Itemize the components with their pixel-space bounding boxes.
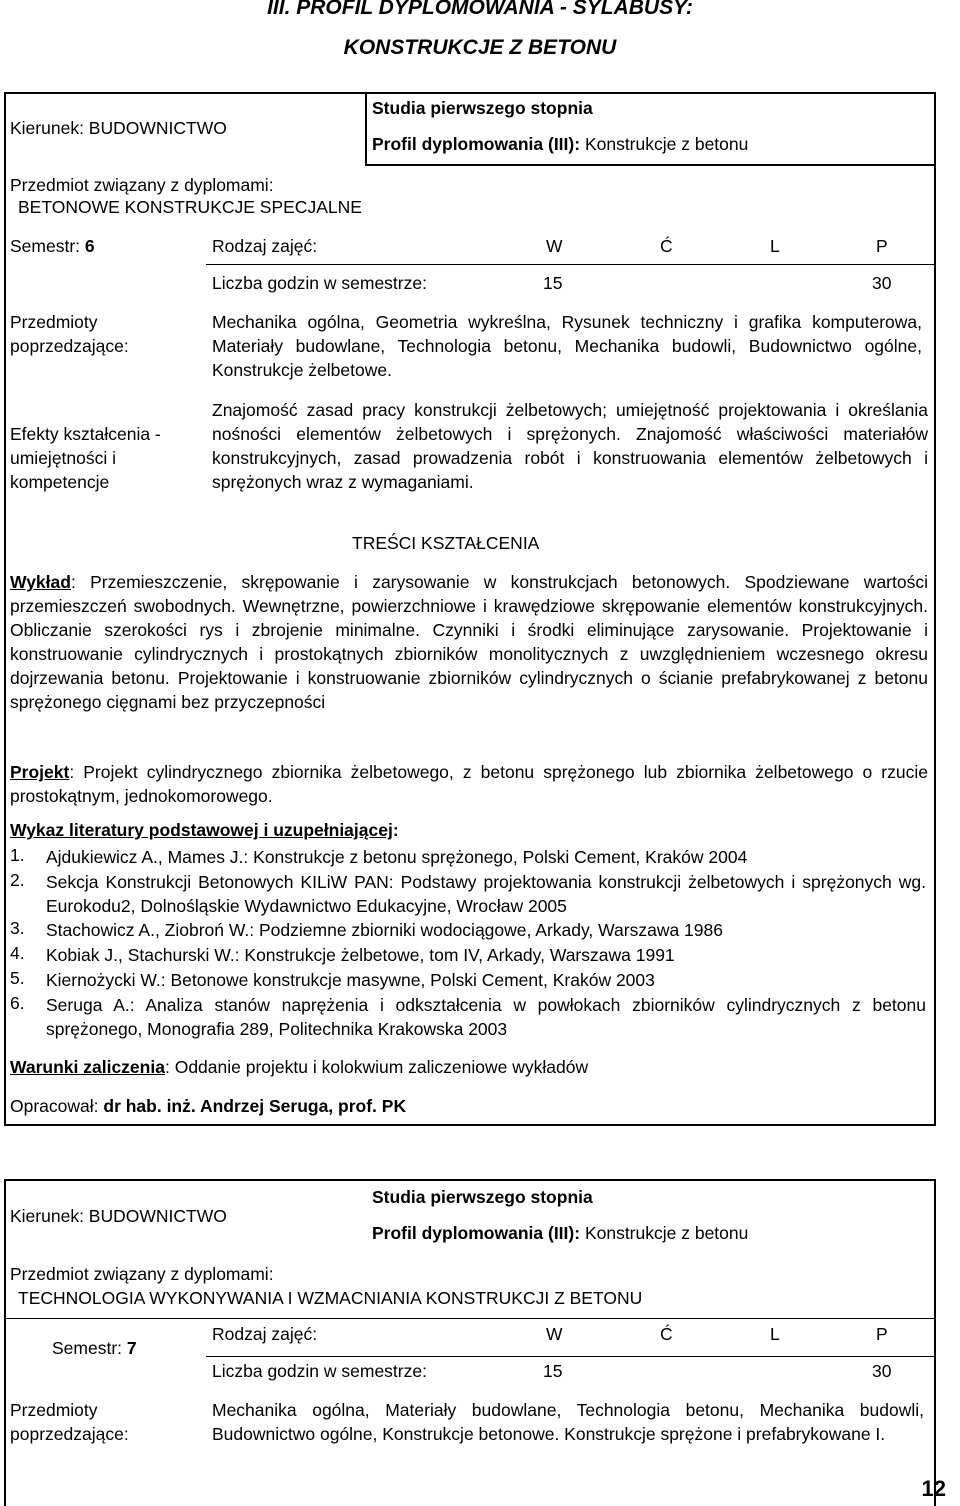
poprzedzajace-label-2: Przedmioty poprzedzające: bbox=[10, 1400, 129, 1444]
przedmiot: Przedmiot związany z dyplomami: BETONOWE KONSTRUKCJE SPECJALNE bbox=[10, 175, 362, 217]
godziny-w-2: 15 bbox=[543, 1361, 563, 1381]
col-l-2: L bbox=[770, 1324, 780, 1344]
col-c: Ć bbox=[660, 236, 673, 256]
godziny-p: 30 bbox=[872, 273, 892, 293]
profil-2: Profil dyplomowania (III): Konstrukcje z betonu bbox=[372, 1223, 749, 1243]
kierunek: Kierunek: BUDOWNICTWO bbox=[10, 118, 227, 138]
subtitle: KONSTRUKCJE Z BETONU bbox=[343, 36, 617, 59]
efekty-value: Znajomość zasad pracy konstrukcji żelbetowych; umiejętność projektowania i określania nośności elementów żelbetowych i sprężonych. Znajomość właściwości materiałów konstrukcyjnych, zasad prowadzenia robót i konstruowania elementów żelbetowych i sprężonych wraz z wymaganiami. bbox=[212, 400, 928, 492]
tresci-title: TREŚCI KSZTAŁCENIA bbox=[352, 533, 540, 553]
col-p-2: P bbox=[876, 1324, 888, 1344]
godziny-w: 15 bbox=[543, 273, 563, 293]
literatura-heading: Wykaz literatury podstawowej i uzupełniającej: bbox=[10, 820, 399, 840]
efekty-label: Efekty kształcenia - umiejętności i kompetencje bbox=[10, 424, 161, 492]
section-title: III. PROFIL DYPLOMOWANIA - SYLABUSY: bbox=[267, 0, 693, 19]
poprzedzajace-value: Mechanika ogólna, Geometria wykreślna, Rysunek techniczny i grafika komputerowa, Materiały budowlane, Technologia betonu, Mechanika budowli, Budownictwo ogólne, Konstrukcje żelbetowe. bbox=[212, 312, 922, 380]
poprzedzajace-value-2: Mechanika ogólna, Materiały budowlane, Technologia betonu, Mechanika budowli, Budownictwo ogólne, Konstrukcje betonowe. Konstrukcje sprężone i prefabrykowane I. bbox=[212, 1400, 924, 1444]
semestr: Semestr: 6 bbox=[10, 236, 95, 256]
col-p: P bbox=[876, 236, 888, 256]
rodzaj-zajec-label: Rodzaj zajęć: bbox=[212, 236, 318, 256]
warunki: Warunki zaliczenia: Oddanie projektu i kolokwium zaliczeniowe wykładów bbox=[10, 1057, 589, 1077]
studia-level-2: Studia pierwszego stopnia bbox=[372, 1187, 593, 1207]
col-w-2: W bbox=[546, 1324, 563, 1344]
col-c-2: Ć bbox=[660, 1324, 673, 1344]
kierunek-2: Kierunek: BUDOWNICTWO bbox=[10, 1206, 227, 1226]
col-l: L bbox=[770, 236, 780, 256]
semestr-2: Semestr: 7 bbox=[52, 1338, 137, 1358]
godziny-label: Liczba godzin w semestrze: bbox=[212, 273, 427, 293]
rodzaj-zajec-label-2: Rodzaj zajęć: bbox=[212, 1324, 318, 1344]
projekt-paragraph: Projekt: Projekt cylindrycznego zbiornika żelbetowego, z betonu sprężonego lub zbiornika żelbetowego o rzucie prostokątnym, jednokomorowego. bbox=[10, 762, 928, 806]
opracowal: Opracował: dr hab. inż. Andrzej Seruga, prof. PK bbox=[10, 1096, 407, 1116]
godziny-p-2: 30 bbox=[872, 1361, 892, 1381]
col-w: W bbox=[546, 236, 563, 256]
wyklad-paragraph: Wykład: Przemieszczenie, skrępowanie i zarysowanie w konstrukcjach betonowych. Spodziewane wartości przemieszczeń swobodnych. Wewnętrzne, powierzchniowe i krawędziowe skrępowanie elementów konstrukcyjnych. Obliczanie szerokości rys i zbrojenie minimalne. Czynniki i środki eliminujące zarysowanie. Projektowanie i konstruowanie cylindrycznych i prostokątnych zbiorników monolitycznych z uwzględnieniem wczesnego okresu dojrzewania betonu. Projektowanie i konstruowanie zbiorników cylindrycznych o ścianie prefabrykowanej z betonu sprężonego cięgnami bez przyczepności bbox=[10, 572, 928, 712]
poprzedzajace-label: Przedmioty poprzedzające: bbox=[10, 312, 129, 356]
profil: Profil dyplomowania (III): Konstrukcje z betonu bbox=[372, 134, 749, 154]
godziny-label-2: Liczba godzin w semestrze: bbox=[212, 1361, 427, 1381]
page-number: 12 bbox=[921, 1476, 946, 1501]
przedmiot-2: Przedmiot związany z dyplomami: TECHNOLOGIA WYKONYWANIA I WZMACNIANIA KONSTRUKCJI Z BETONU bbox=[10, 1264, 643, 1308]
studia-level: Studia pierwszego stopnia bbox=[372, 98, 593, 118]
